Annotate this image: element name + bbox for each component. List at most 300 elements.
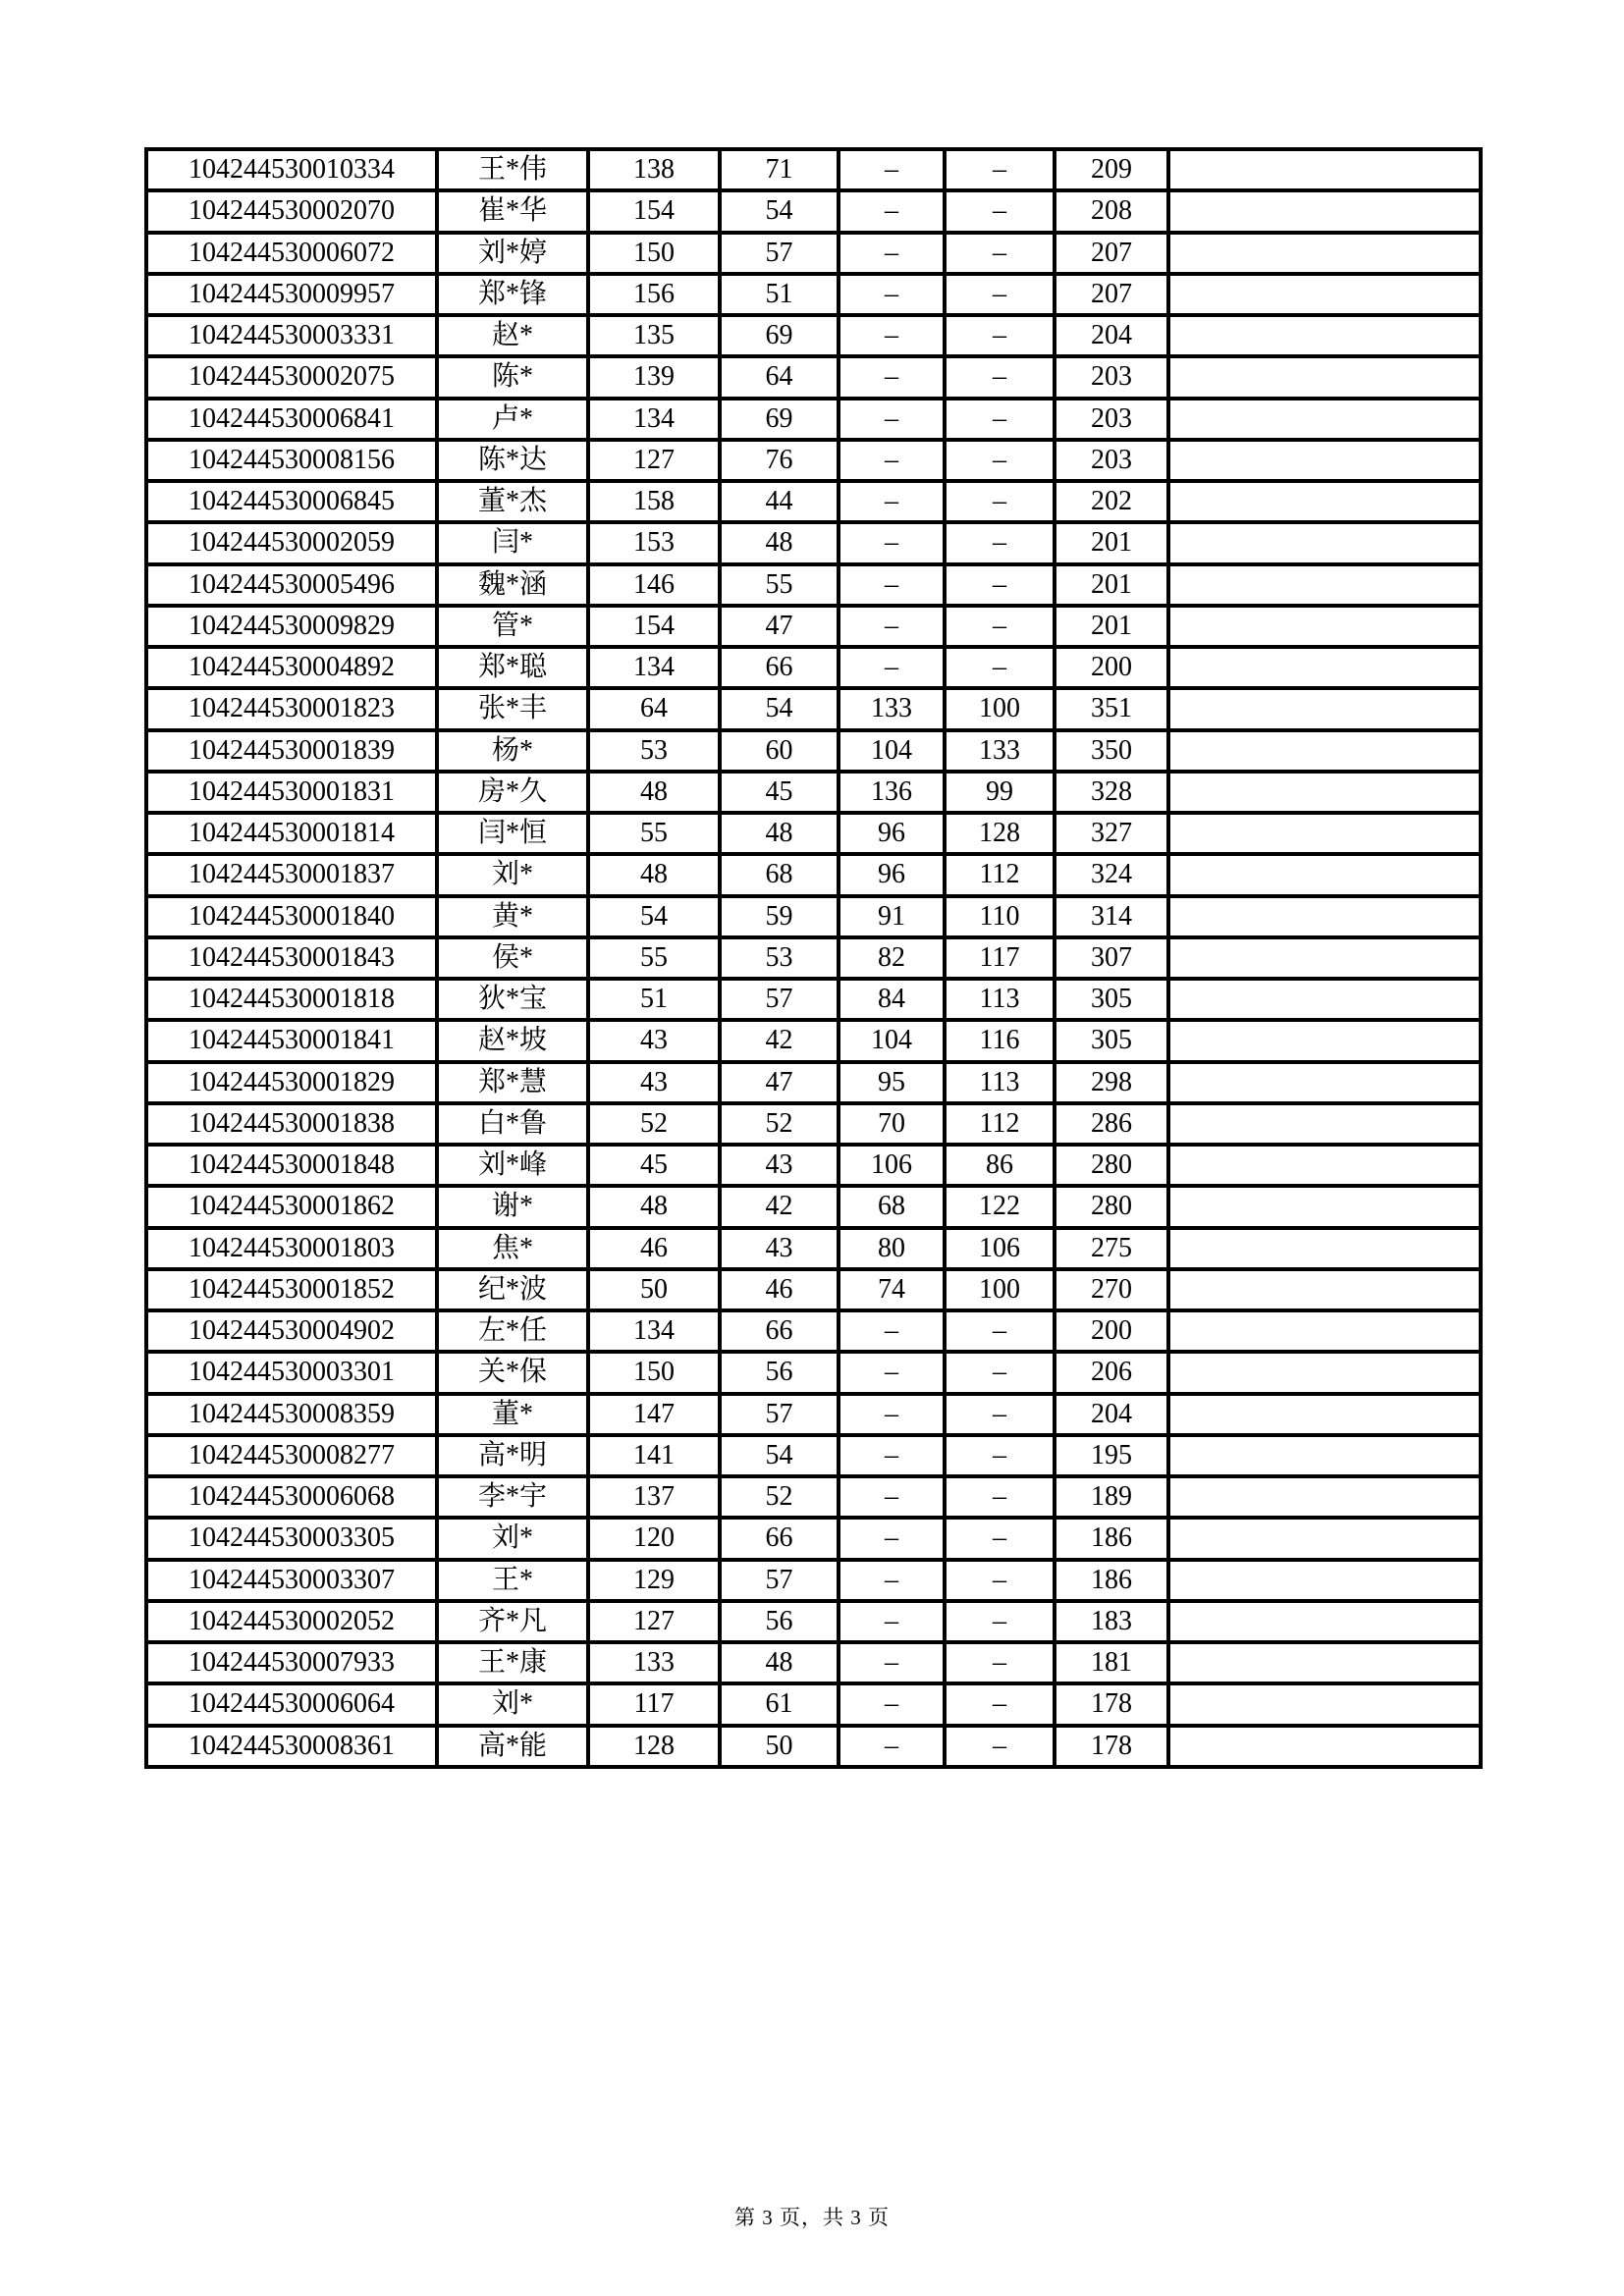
notes-cell	[1168, 1726, 1481, 1768]
score-col-2-cell: 57	[720, 233, 839, 274]
candidate-id-cell: 104244530001862	[146, 1186, 437, 1227]
score-col-1-cell: 43	[588, 1062, 720, 1103]
score-col-1-cell: 53	[588, 730, 720, 772]
total-score-cell: 314	[1055, 896, 1168, 937]
candidate-id-cell: 104244530001839	[146, 730, 437, 772]
score-col-3-cell: –	[839, 1726, 945, 1768]
table-row	[146, 813, 1481, 854]
score-col-4-cell: –	[945, 1518, 1055, 1559]
total-score-cell: 201	[1055, 564, 1168, 606]
total-score-cell: 178	[1055, 1683, 1168, 1725]
score-col-2-cell: 56	[720, 1601, 839, 1642]
candidate-name-cell: 刘*	[437, 854, 588, 895]
total-score-cell: 189	[1055, 1476, 1168, 1518]
score-col-1-cell: 48	[588, 1186, 720, 1227]
score-col-3-cell: 104	[839, 1020, 945, 1061]
score-col-4-cell: 100	[945, 1269, 1055, 1310]
candidate-id-cell: 104244530001852	[146, 1269, 437, 1310]
score-col-3-cell: –	[839, 399, 945, 440]
notes-cell	[1168, 1186, 1481, 1227]
notes-cell	[1168, 979, 1481, 1020]
table-row	[146, 1394, 1481, 1435]
total-score-cell: 203	[1055, 399, 1168, 440]
table-row	[146, 1103, 1481, 1145]
table-row	[146, 1352, 1481, 1393]
score-col-3-cell: –	[839, 190, 945, 232]
score-col-2-cell: 43	[720, 1228, 839, 1269]
candidate-id-cell: 104244530001823	[146, 688, 437, 729]
score-col-1-cell: 134	[588, 1310, 720, 1352]
notes-cell	[1168, 564, 1481, 606]
total-score-cell: 298	[1055, 1062, 1168, 1103]
total-score-cell: 207	[1055, 233, 1168, 274]
total-score-cell: 204	[1055, 315, 1168, 356]
score-col-3-cell: 133	[839, 688, 945, 729]
score-col-2-cell: 44	[720, 481, 839, 522]
score-col-4-cell: –	[945, 315, 1055, 356]
score-col-3-cell: 95	[839, 1062, 945, 1103]
candidate-name-cell: 谢*	[437, 1186, 588, 1227]
score-col-2-cell: 50	[720, 1726, 839, 1768]
candidate-id-cell: 104244530001829	[146, 1062, 437, 1103]
total-score-cell: 183	[1055, 1601, 1168, 1642]
score-col-1-cell: 55	[588, 937, 720, 979]
score-col-1-cell: 146	[588, 564, 720, 606]
candidate-id-cell: 104244530002052	[146, 1601, 437, 1642]
candidate-id-cell: 104244530003307	[146, 1560, 437, 1601]
total-score-cell: 203	[1055, 356, 1168, 398]
notes-cell	[1168, 1062, 1481, 1103]
score-col-3-cell: –	[839, 440, 945, 481]
score-table	[144, 147, 1483, 1769]
notes-cell	[1168, 274, 1481, 315]
score-col-2-cell: 52	[720, 1103, 839, 1145]
score-col-4-cell: –	[945, 233, 1055, 274]
candidate-id-cell: 104244530004892	[146, 647, 437, 688]
table-row	[146, 1228, 1481, 1269]
total-score-cell: 275	[1055, 1228, 1168, 1269]
score-col-2-cell: 55	[720, 564, 839, 606]
score-col-1-cell: 154	[588, 190, 720, 232]
candidate-name-cell: 赵*	[437, 315, 588, 356]
score-col-2-cell: 48	[720, 522, 839, 563]
score-col-2-cell: 48	[720, 1642, 839, 1683]
table-row	[146, 233, 1481, 274]
candidate-name-cell: 高*能	[437, 1726, 588, 1768]
score-table-body	[146, 149, 1481, 1767]
score-col-1-cell: 48	[588, 854, 720, 895]
candidate-name-cell: 崔*华	[437, 190, 588, 232]
table-row	[146, 606, 1481, 647]
table-row	[146, 688, 1481, 729]
candidate-name-cell: 郑*锋	[437, 274, 588, 315]
score-col-3-cell: –	[839, 1560, 945, 1601]
score-col-2-cell: 54	[720, 688, 839, 729]
score-col-1-cell: 55	[588, 813, 720, 854]
table-row	[146, 1518, 1481, 1559]
table-row	[146, 979, 1481, 1020]
candidate-name-cell: 白*鲁	[437, 1103, 588, 1145]
candidate-name-cell: 狄*宝	[437, 979, 588, 1020]
score-col-3-cell: –	[839, 149, 945, 190]
score-col-3-cell: 91	[839, 896, 945, 937]
score-col-4-cell: –	[945, 1683, 1055, 1725]
score-col-2-cell: 66	[720, 1310, 839, 1352]
score-col-2-cell: 60	[720, 730, 839, 772]
candidate-name-cell: 刘*	[437, 1518, 588, 1559]
total-score-cell: 186	[1055, 1518, 1168, 1559]
candidate-id-cell: 104244530004902	[146, 1310, 437, 1352]
score-col-1-cell: 133	[588, 1642, 720, 1683]
score-col-1-cell: 139	[588, 356, 720, 398]
score-col-4-cell: –	[945, 190, 1055, 232]
score-col-3-cell: –	[839, 1435, 945, 1476]
candidate-id-cell: 104244530001840	[146, 896, 437, 937]
notes-cell	[1168, 1228, 1481, 1269]
notes-cell	[1168, 1020, 1481, 1061]
score-col-1-cell: 156	[588, 274, 720, 315]
score-col-3-cell: 80	[839, 1228, 945, 1269]
score-col-1-cell: 150	[588, 1352, 720, 1393]
score-col-4-cell: 113	[945, 1062, 1055, 1103]
score-col-2-cell: 76	[720, 440, 839, 481]
notes-cell	[1168, 1103, 1481, 1145]
candidate-id-cell: 104244530002059	[146, 522, 437, 563]
notes-cell	[1168, 190, 1481, 232]
candidate-name-cell: 陈*达	[437, 440, 588, 481]
score-col-4-cell: 112	[945, 1103, 1055, 1145]
score-col-4-cell: –	[945, 440, 1055, 481]
score-col-1-cell: 154	[588, 606, 720, 647]
candidate-name-cell: 刘*峰	[437, 1145, 588, 1186]
score-col-3-cell: 70	[839, 1103, 945, 1145]
candidate-id-cell: 104244530001831	[146, 772, 437, 813]
score-col-4-cell: 113	[945, 979, 1055, 1020]
score-col-2-cell: 59	[720, 896, 839, 937]
notes-cell	[1168, 1394, 1481, 1435]
score-col-4-cell: –	[945, 399, 1055, 440]
candidate-name-cell: 李*宇	[437, 1476, 588, 1518]
score-col-1-cell: 134	[588, 647, 720, 688]
total-score-cell: 327	[1055, 813, 1168, 854]
score-col-2-cell: 57	[720, 979, 839, 1020]
notes-cell	[1168, 896, 1481, 937]
total-score-cell: 328	[1055, 772, 1168, 813]
candidate-name-cell: 王*伟	[437, 149, 588, 190]
total-score-cell: 203	[1055, 440, 1168, 481]
table-row	[146, 1269, 1481, 1310]
score-col-1-cell: 64	[588, 688, 720, 729]
candidate-id-cell: 104244530006841	[146, 399, 437, 440]
notes-cell	[1168, 1145, 1481, 1186]
candidate-name-cell: 闫*恒	[437, 813, 588, 854]
table-row	[146, 1310, 1481, 1352]
score-col-3-cell: –	[839, 274, 945, 315]
score-col-2-cell: 51	[720, 274, 839, 315]
table-row	[146, 730, 1481, 772]
table-row	[146, 1560, 1481, 1601]
table-row	[146, 356, 1481, 398]
score-col-1-cell: 54	[588, 896, 720, 937]
score-col-1-cell: 129	[588, 1560, 720, 1601]
table-row	[146, 1186, 1481, 1227]
score-col-1-cell: 150	[588, 233, 720, 274]
score-col-4-cell: 106	[945, 1228, 1055, 1269]
score-col-1-cell: 51	[588, 979, 720, 1020]
score-col-4-cell: 99	[945, 772, 1055, 813]
candidate-name-cell: 闫*	[437, 522, 588, 563]
table-row	[146, 149, 1481, 190]
score-col-2-cell: 48	[720, 813, 839, 854]
score-col-4-cell: –	[945, 1352, 1055, 1393]
candidate-id-cell: 104244530001838	[146, 1103, 437, 1145]
score-col-2-cell: 42	[720, 1020, 839, 1061]
score-col-3-cell: –	[839, 647, 945, 688]
candidate-name-cell: 王*	[437, 1560, 588, 1601]
candidate-name-cell: 卢*	[437, 399, 588, 440]
candidate-id-cell: 104244530008277	[146, 1435, 437, 1476]
score-col-4-cell: –	[945, 647, 1055, 688]
score-col-3-cell: –	[839, 233, 945, 274]
score-col-3-cell: –	[839, 1476, 945, 1518]
notes-cell	[1168, 1310, 1481, 1352]
score-col-1-cell: 45	[588, 1145, 720, 1186]
candidate-name-cell: 管*	[437, 606, 588, 647]
score-col-4-cell: –	[945, 356, 1055, 398]
score-col-1-cell: 120	[588, 1518, 720, 1559]
score-col-3-cell: –	[839, 1518, 945, 1559]
candidate-id-cell: 104244530006845	[146, 481, 437, 522]
total-score-cell: 286	[1055, 1103, 1168, 1145]
candidate-id-cell: 104244530007933	[146, 1642, 437, 1683]
score-col-2-cell: 47	[720, 1062, 839, 1103]
score-col-3-cell: –	[839, 1394, 945, 1435]
score-col-4-cell: 122	[945, 1186, 1055, 1227]
table-row	[146, 522, 1481, 563]
notes-cell	[1168, 730, 1481, 772]
table-row	[146, 1020, 1481, 1061]
score-col-2-cell: 64	[720, 356, 839, 398]
score-col-2-cell: 66	[720, 647, 839, 688]
table-row	[146, 315, 1481, 356]
score-col-4-cell: –	[945, 274, 1055, 315]
score-col-1-cell: 137	[588, 1476, 720, 1518]
score-col-4-cell: 128	[945, 813, 1055, 854]
score-col-2-cell: 54	[720, 190, 839, 232]
candidate-id-cell: 104244530001814	[146, 813, 437, 854]
total-score-cell: 351	[1055, 688, 1168, 729]
score-col-2-cell: 52	[720, 1476, 839, 1518]
candidate-id-cell: 104244530008156	[146, 440, 437, 481]
total-score-cell: 208	[1055, 190, 1168, 232]
table-row	[146, 481, 1481, 522]
score-col-4-cell: –	[945, 1642, 1055, 1683]
table-row	[146, 1476, 1481, 1518]
notes-cell	[1168, 1560, 1481, 1601]
score-col-2-cell: 53	[720, 937, 839, 979]
score-col-2-cell: 42	[720, 1186, 839, 1227]
score-col-1-cell: 158	[588, 481, 720, 522]
total-score-cell: 350	[1055, 730, 1168, 772]
table-row	[146, 937, 1481, 979]
score-col-4-cell: –	[945, 1394, 1055, 1435]
score-col-3-cell: 68	[839, 1186, 945, 1227]
score-col-1-cell: 128	[588, 1726, 720, 1768]
total-score-cell: 195	[1055, 1435, 1168, 1476]
table-row	[146, 1435, 1481, 1476]
candidate-name-cell: 焦*	[437, 1228, 588, 1269]
score-col-4-cell: –	[945, 149, 1055, 190]
notes-cell	[1168, 1352, 1481, 1393]
candidate-id-cell: 104244530003305	[146, 1518, 437, 1559]
score-col-3-cell: 84	[839, 979, 945, 1020]
candidate-id-cell: 104244530001818	[146, 979, 437, 1020]
score-col-3-cell: –	[839, 1683, 945, 1725]
total-score-cell: 207	[1055, 274, 1168, 315]
candidate-name-cell: 郑*慧	[437, 1062, 588, 1103]
candidate-id-cell: 104244530001848	[146, 1145, 437, 1186]
score-col-3-cell: –	[839, 1601, 945, 1642]
score-col-1-cell: 117	[588, 1683, 720, 1725]
score-col-4-cell: –	[945, 1476, 1055, 1518]
candidate-name-cell: 高*明	[437, 1435, 588, 1476]
score-col-4-cell: –	[945, 606, 1055, 647]
notes-cell	[1168, 315, 1481, 356]
notes-cell	[1168, 1642, 1481, 1683]
table-row	[146, 1062, 1481, 1103]
score-col-3-cell: –	[839, 522, 945, 563]
score-col-3-cell: –	[839, 564, 945, 606]
score-col-2-cell: 56	[720, 1352, 839, 1393]
notes-cell	[1168, 149, 1481, 190]
notes-cell	[1168, 233, 1481, 274]
candidate-name-cell: 杨*	[437, 730, 588, 772]
score-col-2-cell: 61	[720, 1683, 839, 1725]
score-col-3-cell: –	[839, 1642, 945, 1683]
score-col-4-cell: 133	[945, 730, 1055, 772]
candidate-id-cell: 104244530008361	[146, 1726, 437, 1768]
notes-cell	[1168, 1435, 1481, 1476]
table-row	[146, 564, 1481, 606]
score-col-1-cell: 134	[588, 399, 720, 440]
total-score-cell: 202	[1055, 481, 1168, 522]
candidate-name-cell: 黄*	[437, 896, 588, 937]
notes-cell	[1168, 481, 1481, 522]
score-col-4-cell: 86	[945, 1145, 1055, 1186]
score-col-3-cell: –	[839, 1310, 945, 1352]
total-score-cell: 305	[1055, 979, 1168, 1020]
table-row	[146, 854, 1481, 895]
score-col-2-cell: 54	[720, 1435, 839, 1476]
notes-cell	[1168, 937, 1481, 979]
score-col-2-cell: 69	[720, 315, 839, 356]
notes-cell	[1168, 1269, 1481, 1310]
candidate-name-cell: 齐*凡	[437, 1601, 588, 1642]
candidate-id-cell: 104244530001837	[146, 854, 437, 895]
table-row	[146, 1726, 1481, 1768]
candidate-name-cell: 赵*坡	[437, 1020, 588, 1061]
score-col-2-cell: 43	[720, 1145, 839, 1186]
score-col-3-cell: –	[839, 1352, 945, 1393]
candidate-id-cell: 104244530003301	[146, 1352, 437, 1393]
candidate-name-cell: 房*久	[437, 772, 588, 813]
notes-cell	[1168, 813, 1481, 854]
notes-cell	[1168, 647, 1481, 688]
total-score-cell: 204	[1055, 1394, 1168, 1435]
notes-cell	[1168, 522, 1481, 563]
score-col-2-cell: 57	[720, 1394, 839, 1435]
score-col-3-cell: 104	[839, 730, 945, 772]
candidate-name-cell: 董*	[437, 1394, 588, 1435]
score-col-4-cell: 117	[945, 937, 1055, 979]
candidate-id-cell: 104244530009829	[146, 606, 437, 647]
score-col-1-cell: 50	[588, 1269, 720, 1310]
score-col-2-cell: 46	[720, 1269, 839, 1310]
candidate-id-cell: 104244530006072	[146, 233, 437, 274]
table-row	[146, 440, 1481, 481]
candidate-id-cell: 104244530001843	[146, 937, 437, 979]
score-col-3-cell: 74	[839, 1269, 945, 1310]
candidate-id-cell: 104244530006064	[146, 1683, 437, 1725]
notes-cell	[1168, 688, 1481, 729]
notes-cell	[1168, 1518, 1481, 1559]
total-score-cell: 305	[1055, 1020, 1168, 1061]
candidate-name-cell: 郑*聪	[437, 647, 588, 688]
table-row	[146, 772, 1481, 813]
total-score-cell: 178	[1055, 1726, 1168, 1768]
total-score-cell: 186	[1055, 1560, 1168, 1601]
candidate-id-cell: 104244530001841	[146, 1020, 437, 1061]
total-score-cell: 206	[1055, 1352, 1168, 1393]
score-col-3-cell: –	[839, 606, 945, 647]
candidate-id-cell: 104244530001803	[146, 1228, 437, 1269]
score-col-3-cell: –	[839, 481, 945, 522]
score-col-3-cell: 136	[839, 772, 945, 813]
notes-cell	[1168, 440, 1481, 481]
score-col-4-cell: –	[945, 1435, 1055, 1476]
score-col-1-cell: 127	[588, 1601, 720, 1642]
score-col-1-cell: 138	[588, 149, 720, 190]
score-col-2-cell: 69	[720, 399, 839, 440]
table-row	[146, 190, 1481, 232]
candidate-id-cell: 104244530002070	[146, 190, 437, 232]
candidate-id-cell: 104244530003331	[146, 315, 437, 356]
score-col-1-cell: 127	[588, 440, 720, 481]
score-col-2-cell: 47	[720, 606, 839, 647]
notes-cell	[1168, 606, 1481, 647]
total-score-cell: 280	[1055, 1186, 1168, 1227]
score-col-3-cell: 82	[839, 937, 945, 979]
candidate-id-cell: 104244530008359	[146, 1394, 437, 1435]
notes-cell	[1168, 399, 1481, 440]
candidate-name-cell: 关*保	[437, 1352, 588, 1393]
candidate-name-cell: 左*任	[437, 1310, 588, 1352]
score-col-1-cell: 141	[588, 1435, 720, 1476]
score-col-1-cell: 43	[588, 1020, 720, 1061]
total-score-cell: 200	[1055, 647, 1168, 688]
score-col-2-cell: 66	[720, 1518, 839, 1559]
candidate-id-cell: 104244530002075	[146, 356, 437, 398]
table-row	[146, 896, 1481, 937]
score-col-2-cell: 45	[720, 772, 839, 813]
candidate-id-cell: 104244530005496	[146, 564, 437, 606]
candidate-id-cell: 104244530006068	[146, 1476, 437, 1518]
score-col-1-cell: 46	[588, 1228, 720, 1269]
notes-cell	[1168, 772, 1481, 813]
candidate-name-cell: 刘*	[437, 1683, 588, 1725]
table-row	[146, 274, 1481, 315]
score-col-3-cell: 96	[839, 813, 945, 854]
